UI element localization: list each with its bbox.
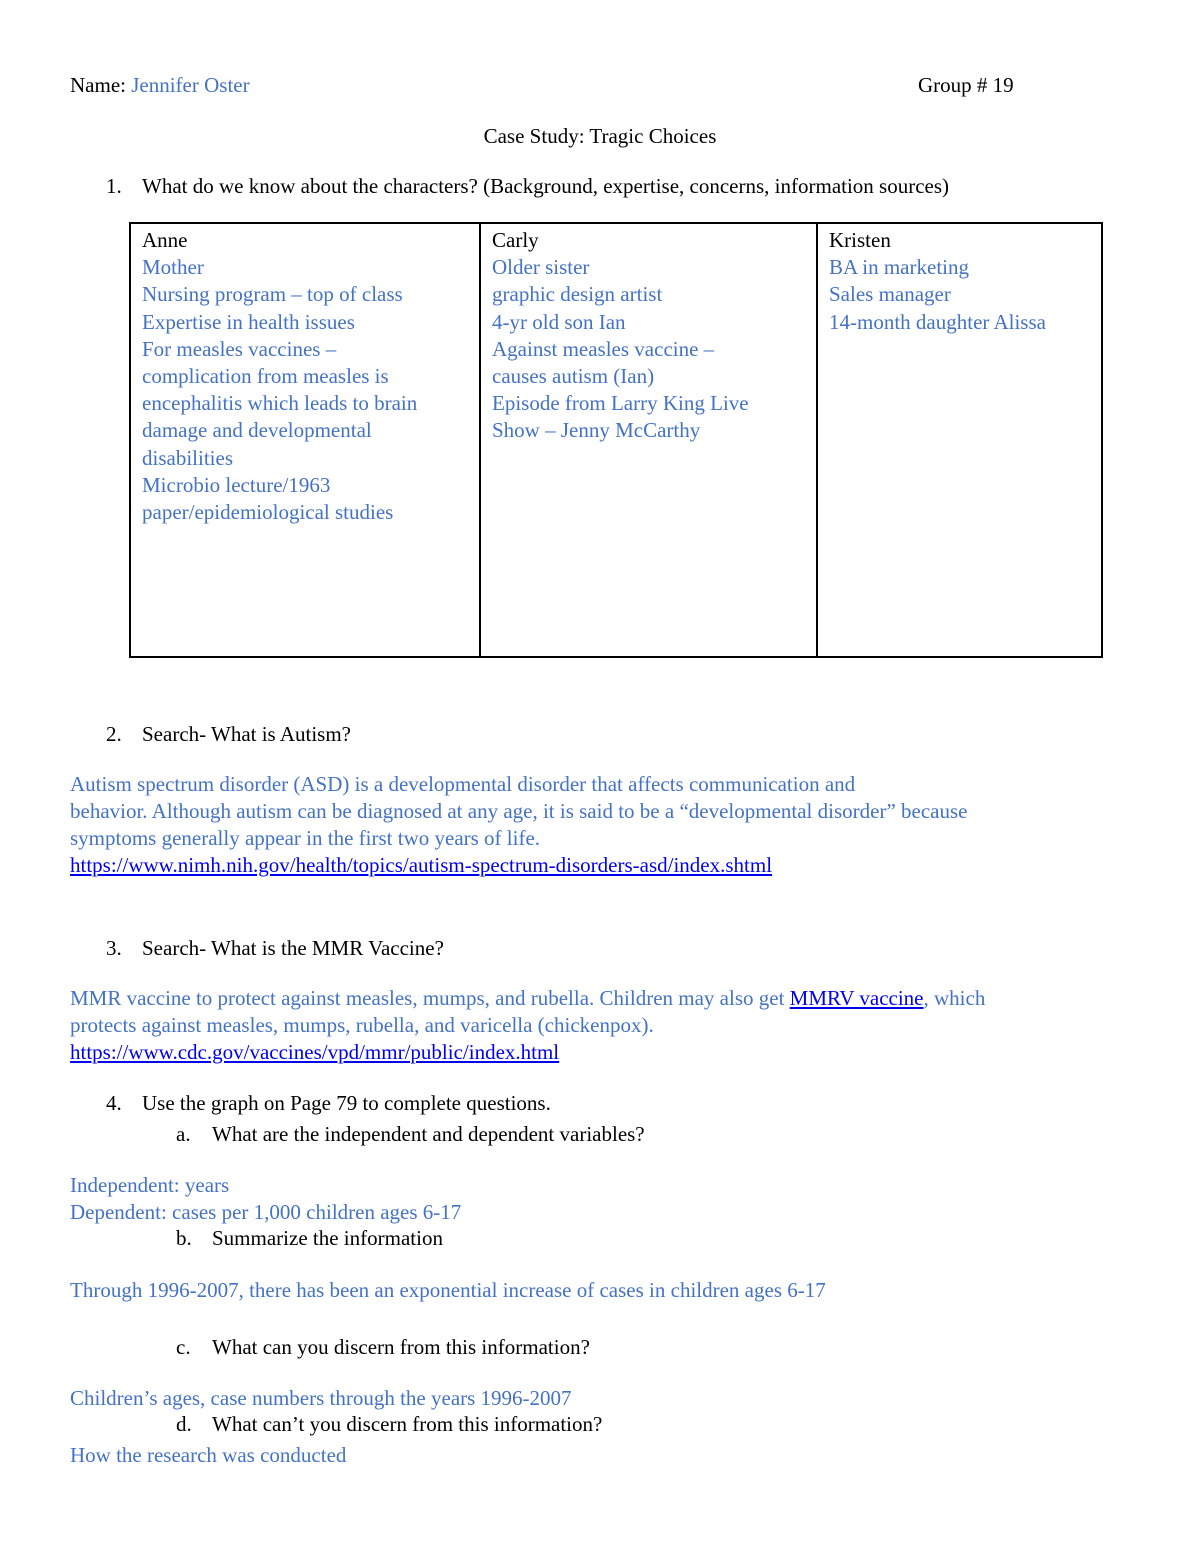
- page-title: Case Study: Tragic Choices: [483, 124, 717, 148]
- q4b-text: Summarize the information: [212, 1226, 443, 1250]
- q4-text: Use the graph on Page 79 to complete questions.: [142, 1091, 551, 1115]
- name-line: [70, 73, 250, 98]
- character-note: graphic design artist: [492, 282, 663, 307]
- q4b-answer: Through 1996-2007, there has been an exponential increase of cases in children ages 6-17: [70, 1278, 826, 1302]
- character-note: causes autism (Ian): [492, 364, 655, 389]
- character-note: 14-month daughter Alissa: [829, 309, 1046, 334]
- q2-answer-line: symptoms generally appear in the first two years of life.: [70, 826, 541, 850]
- character-column-anne: [130, 223, 480, 657]
- character-note: Episode from Larry King Live: [492, 391, 749, 416]
- character-note: 4-yr old son Ian: [492, 309, 626, 334]
- q2-text: Search- What is Autism?: [142, 722, 351, 746]
- character-note: paper/epidemiological studies: [142, 500, 394, 525]
- character-note: Against measles vaccine –: [492, 336, 715, 361]
- mmrv-vaccine-link[interactable]: MMRV vaccine: [789, 986, 924, 1010]
- group-label: Group # 19: [918, 73, 1014, 97]
- q4c-answer: Children’s ages, case numbers through the years 1996-2007: [70, 1386, 572, 1410]
- q4b-letter: b.: [176, 1226, 192, 1250]
- q3-answer-line2: protects against measles, mumps, rubella, and varicella (chickenpox).: [70, 1013, 654, 1037]
- q3-answer-text: , which: [923, 986, 986, 1010]
- character-column-kristen: [817, 223, 1102, 657]
- q4a-answer-line: Independent: years: [70, 1173, 230, 1197]
- q4d-text: What can’t you discern from this information?: [212, 1412, 603, 1436]
- character-note: For measles vaccines –: [142, 336, 337, 361]
- characters-table: [129, 222, 1103, 658]
- character-note: complication from measles is: [142, 364, 389, 389]
- q3-answer-line1: [70, 985, 985, 1012]
- character-note: Older sister: [492, 255, 590, 280]
- q4a-answer-line: Dependent: cases per 1,000 children ages 6-17: [70, 1200, 462, 1224]
- q2-answer-line: Autism spectrum disorder (ASD) is a developmental disorder that affects communication and: [70, 772, 856, 796]
- character-note: encephalitis which leads to brain: [142, 391, 418, 416]
- q4d-answer: How the research was conducted: [70, 1443, 347, 1467]
- q3-answer-text: MMR vaccine to protect against measles, mumps, and rubella. Children may also get: [70, 986, 790, 1010]
- q4d-letter: d.: [176, 1412, 192, 1436]
- cdc-link[interactable]: https://www.cdc.gov/vaccines/vpd/mmr/public/index.html: [70, 1040, 560, 1064]
- q2-answer-line: behavior. Although autism can be diagnosed at any age, it is said to be a “developmental disorder” because: [70, 799, 968, 823]
- character-note: Show – Jenny McCarthy: [492, 418, 701, 443]
- q1-number: 1.: [106, 174, 122, 198]
- q3-number: 3.: [106, 936, 122, 960]
- character-note: Mother: [142, 255, 204, 280]
- character-note: damage and developmental: [142, 418, 372, 443]
- q4-number: 4.: [106, 1091, 122, 1115]
- q2-number: 2.: [106, 722, 122, 746]
- character-name: Carly: [492, 228, 539, 252]
- q4c-letter: c.: [176, 1335, 191, 1359]
- character-note: Expertise in health issues: [142, 309, 355, 334]
- character-name: Kristen: [829, 228, 891, 252]
- character-note: disabilities: [142, 445, 233, 470]
- q4a-letter: a.: [176, 1122, 191, 1146]
- character-column-carly: [480, 223, 817, 657]
- q4a-text: What are the independent and dependent variables?: [212, 1122, 645, 1146]
- q3-text: Search- What is the MMR Vaccine?: [142, 936, 444, 960]
- student-name: Jennifer Oster: [131, 73, 250, 97]
- character-note: BA in marketing: [829, 255, 969, 280]
- character-note: Nursing program – top of class: [142, 282, 403, 307]
- q4c-text: What can you discern from this information?: [212, 1335, 590, 1359]
- name-label: Name:: [70, 73, 126, 97]
- character-note: Sales manager: [829, 282, 951, 307]
- nimh-link[interactable]: https://www.nimh.nih.gov/health/topics/autism-spectrum-disorders-asd/index.shtml: [70, 853, 773, 877]
- character-note: Microbio lecture/1963: [142, 472, 331, 497]
- q1-text: What do we know about the characters? (Background, expertise, concerns, information sources): [142, 174, 950, 198]
- character-name: Anne: [142, 228, 188, 252]
